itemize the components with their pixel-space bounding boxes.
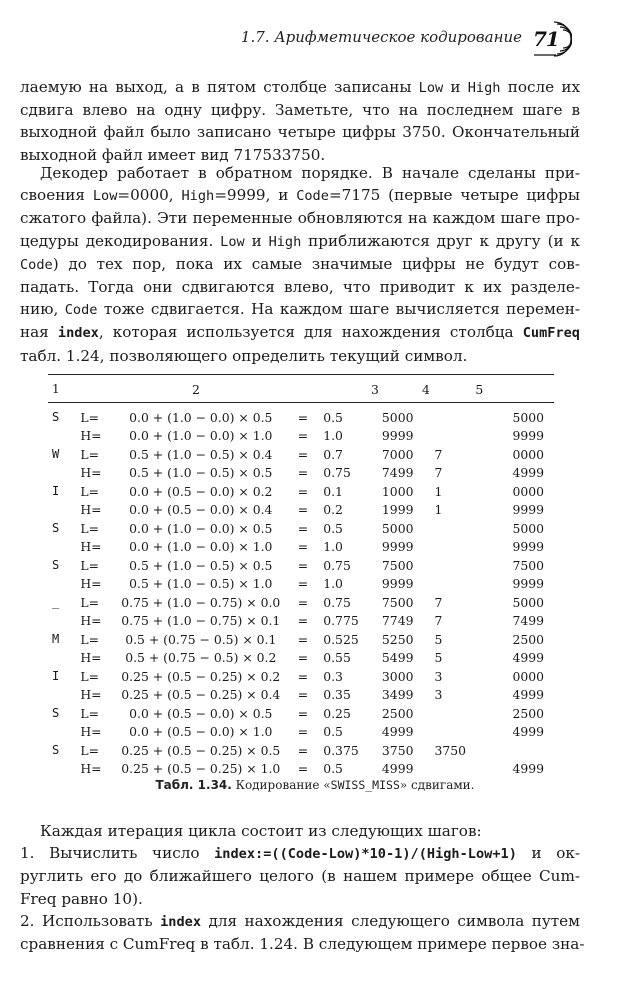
cell-eq: =	[297, 705, 309, 721]
cell-c4	[435, 556, 473, 575]
col-header-1: 1	[52, 382, 60, 396]
cell-sym	[48, 575, 80, 594]
cell-expr: 0.0 + (1.0 − 0.0) × 1.0	[129, 428, 273, 444]
cell-c4	[435, 575, 473, 594]
cell-c3: 9999	[381, 576, 414, 592]
cell-eq: =	[297, 687, 309, 703]
cell-c5: 5000	[512, 409, 544, 425]
cell-c3: 9999	[381, 539, 414, 555]
cell-lh: H=	[80, 761, 102, 777]
cell-expr: 0.25 + (0.5 − 0.25) × 0.4	[121, 687, 281, 703]
cell-lh: L=	[80, 409, 99, 425]
cell-c5: 4999	[512, 687, 544, 703]
table-row	[48, 649, 554, 668]
cell-c3: 5000	[381, 520, 414, 536]
cell-c4	[435, 427, 473, 446]
cell-c3: 9999	[381, 428, 414, 444]
cell-c4	[435, 519, 473, 538]
cell-lh: H=	[80, 428, 102, 444]
cell-c5: 9999	[512, 428, 544, 444]
table-row	[48, 630, 554, 649]
cell-lh: L=	[80, 557, 99, 573]
cell-expr: 0.25 + (0.5 − 0.25) × 1.0	[121, 761, 281, 777]
col-header-5: 5	[475, 381, 484, 397]
cell-sym: M	[52, 632, 60, 647]
cell-val: 0.7	[323, 446, 343, 462]
cell-lh: H=	[80, 576, 102, 592]
cell-expr: 0.75 + (1.0 − 0.75) × 0.0	[121, 594, 281, 610]
cell-val: 0.55	[323, 650, 351, 666]
cell-sym	[48, 538, 80, 557]
paragraph-1	[20, 76, 580, 166]
table-top-rule	[48, 374, 554, 375]
cell-eq: =	[297, 594, 309, 610]
paragraph-3	[20, 820, 585, 955]
cell-c4: 1	[434, 483, 443, 499]
text-line: 2. Использовать index для нахождения следующего символа путем	[20, 911, 580, 930]
cell-eq: =	[297, 428, 309, 444]
cell-eq: =	[297, 631, 309, 647]
cell-c3: 1999	[381, 502, 414, 518]
cell-val: 0.5	[323, 724, 343, 740]
text-line: ная index, которая используется для нахождения столбца CumFreq	[20, 323, 580, 342]
cell-sym: S	[52, 743, 60, 758]
cell-c5: 0000	[512, 668, 544, 684]
cell-expr: 0.75 + (1.0 − 0.75) × 0.1	[121, 613, 281, 629]
col-header-2: 2	[192, 381, 200, 397]
cell-sym	[48, 464, 80, 483]
text-line: сравнения с CumFreq в табл. 1.24. В следующем примере первое зна-	[20, 935, 585, 954]
cell-sym	[48, 686, 80, 705]
cell-lh: H=	[80, 724, 102, 740]
cell-eq: =	[297, 483, 309, 499]
running-head-title: 1.7. Арифметическое кодирование	[240, 28, 522, 46]
cell-lh: L=	[80, 446, 99, 462]
cell-eq: =	[297, 650, 309, 666]
cell-c5: 9999	[512, 539, 544, 555]
cell-lh: L=	[80, 705, 99, 721]
cell-val: 0.5	[323, 520, 343, 536]
cell-val: 0.525	[323, 631, 359, 647]
text-line: табл. 1.24, позволяющего определить текущий символ.	[20, 346, 468, 365]
cell-val: 0.35	[323, 687, 351, 703]
cell-eq: =	[297, 761, 309, 777]
cell-c5: 0000	[512, 446, 544, 462]
table-row	[48, 538, 554, 557]
cell-c4: 7	[434, 613, 443, 629]
cell-c3: 5250	[381, 631, 414, 647]
cell-c4	[435, 408, 473, 427]
cell-c4: 3	[434, 687, 443, 703]
cell-sym: I	[52, 484, 60, 499]
cell-expr: 0.25 + (0.5 − 0.25) × 0.2	[121, 668, 281, 684]
cell-lh: H=	[80, 687, 102, 703]
cell-expr: 0.0 + (1.0 − 0.0) × 1.0	[129, 539, 273, 555]
cell-c3: 7000	[381, 446, 414, 462]
cell-val: 1.0	[323, 576, 343, 592]
table-row	[48, 501, 554, 520]
cell-val: 0.375	[323, 742, 359, 758]
cell-expr: 0.0 + (1.0 − 0.0) × 0.5	[129, 520, 273, 536]
table-row	[48, 464, 554, 483]
table-caption: Табл. 1.34. Кодирование «SWISS_MISS» сдвигами.	[155, 778, 475, 792]
cell-sym	[48, 723, 80, 742]
cell-c5: 2500	[512, 631, 544, 647]
table-row	[48, 723, 554, 742]
cell-expr: 0.25 + (0.5 − 0.25) × 0.5	[121, 742, 281, 758]
cell-val: 0.75	[323, 594, 351, 610]
cell-val: 0.5	[323, 409, 343, 425]
cell-c4: 3750	[434, 742, 467, 758]
cell-sym	[48, 760, 80, 779]
cell-expr: 0.0 + (0.5 − 0.0) × 0.4	[129, 502, 273, 518]
cell-c5: 0000	[512, 483, 544, 499]
cell-lh: H=	[80, 465, 102, 481]
cell-lh: H=	[80, 613, 102, 629]
cell-sym: S	[52, 706, 60, 721]
cell-expr: 0.0 + (0.5 − 0.0) × 0.2	[129, 483, 273, 499]
cell-lh: L=	[80, 483, 99, 499]
cell-eq: =	[297, 520, 309, 536]
cell-lh: L=	[80, 594, 99, 610]
text-line: выходной файл имеет вид 717533750.	[20, 145, 326, 164]
cell-c4: 5	[434, 650, 443, 666]
cell-lh: L=	[80, 742, 99, 758]
cell-c3: 7749	[381, 613, 414, 629]
cell-sym	[48, 427, 80, 446]
caption-label: Табл. 1.34.	[155, 778, 232, 792]
cell-val: 0.5	[323, 761, 343, 777]
text-line: лаемую на выход, а в пятом столбце записаны Low и High после их	[20, 78, 581, 96]
cell-c5: 9999	[512, 502, 544, 518]
table-row	[48, 408, 554, 427]
cell-expr: 0.5 + (1.0 − 0.5) × 1.0	[129, 576, 273, 592]
cell-c3: 3000	[381, 668, 414, 684]
cell-c5: 7499	[512, 613, 544, 629]
cell-sym: S	[52, 521, 60, 536]
cell-c3: 5000	[381, 409, 414, 425]
paragraph-2	[20, 162, 580, 367]
cell-sym: W	[52, 447, 60, 462]
cell-eq: =	[297, 502, 309, 518]
cell-val: 0.1	[323, 483, 343, 499]
cell-val: 0.75	[323, 465, 351, 481]
cell-eq: =	[297, 668, 309, 684]
cell-c3: 7499	[381, 465, 414, 481]
table-row	[48, 482, 554, 501]
cell-eq: =	[297, 409, 309, 425]
text-line: падать. Тогда они сдвигаются влево, что приводит к их разделе-	[20, 278, 580, 297]
cell-expr: 0.5 + (1.0 − 0.5) × 0.5	[129, 465, 273, 481]
page-number-badge	[530, 18, 572, 60]
text-line: своения Low=0000, High=9999, и Code=7175 (первые четыре цифры	[20, 186, 580, 205]
table-header	[48, 378, 554, 400]
cell-c5: 9999	[512, 576, 544, 592]
cell-val: 0.775	[323, 613, 359, 629]
cell-val: 0.25	[323, 705, 351, 721]
table-row	[48, 704, 554, 723]
cell-sym	[48, 649, 80, 668]
table-body	[48, 408, 554, 778]
cell-expr: 0.0 + (0.5 − 0.0) × 1.0	[129, 724, 273, 740]
cell-eq: =	[297, 724, 309, 740]
cell-c5: 5000	[512, 520, 544, 536]
cell-sym: S	[52, 558, 60, 573]
cell-sym: S	[52, 410, 60, 425]
text-line: 1. Вычислить число index:=((Code-Low)*10-1)/(High-Low+1) и ок-	[20, 844, 580, 863]
text-line: руглить его до ближайшего целого (в нашем примере общее Cum-	[20, 867, 580, 886]
cell-c4: 7	[434, 594, 443, 610]
cell-c5: 5000	[512, 594, 544, 610]
cell-c4: 5	[434, 631, 443, 647]
cell-c3: 7500	[381, 594, 414, 610]
text-line: цедуры декодирования. Low и High приближаются друг к другу (и к	[20, 231, 580, 250]
cell-c4	[435, 538, 473, 557]
cell-c5: 7500	[512, 557, 544, 573]
cell-sym	[48, 501, 80, 520]
cell-expr: 0.5 + (1.0 − 0.5) × 0.4	[129, 446, 273, 462]
cell-lh: H=	[80, 650, 102, 666]
cell-c3: 2500	[381, 705, 414, 721]
cell-val: 1.0	[323, 539, 343, 555]
table-row	[48, 575, 554, 594]
cell-c4: 7	[434, 465, 443, 481]
table-row	[48, 686, 554, 705]
cell-c4: 7	[434, 446, 443, 462]
cell-expr: 0.5 + (0.75 − 0.5) × 0.1	[125, 631, 277, 647]
cell-val: 0.75	[323, 557, 351, 573]
cell-c3: 3499	[381, 687, 414, 703]
cell-c3: 3750	[381, 742, 414, 758]
cell-c5: 2500	[512, 705, 544, 721]
cell-val: 1.0	[323, 428, 343, 444]
cell-c4	[435, 704, 473, 723]
cell-lh: L=	[80, 520, 99, 536]
cell-c5: 4999	[512, 650, 544, 666]
col-header-4: 4	[422, 381, 430, 397]
cell-c5: 4999	[512, 465, 544, 481]
text-line: Каждая итерация цикла состоит из следующих шагов:	[40, 822, 482, 840]
cell-c5: 4999	[512, 724, 544, 740]
text-line: Декодер работает в обратном порядке. В начале сделаны при-	[40, 164, 580, 182]
cell-c3: 5499	[381, 650, 414, 666]
cell-expr: 0.5 + (0.75 − 0.5) × 0.2	[125, 650, 277, 666]
cell-eq: =	[297, 539, 309, 555]
text-line: Code) до тех пор, пока их самые значимые цифры не будут сов-	[20, 254, 580, 273]
table-row	[48, 427, 554, 446]
cell-c5	[473, 741, 554, 760]
cell-expr: 0.0 + (0.5 − 0.0) × 0.5	[129, 705, 273, 721]
cell-lh: H=	[80, 502, 102, 518]
cell-c3: 4999	[381, 724, 414, 740]
table-row	[48, 556, 554, 575]
cell-c4: 3	[434, 668, 443, 684]
cell-sym: I	[52, 669, 60, 684]
page-number: 71	[533, 27, 559, 51]
table-row	[48, 741, 554, 760]
cell-c5: 4999	[512, 761, 544, 777]
text-line: Freq равно 10).	[20, 889, 143, 908]
table-row	[48, 760, 554, 779]
cell-eq: =	[297, 576, 309, 592]
cell-val: 0.3	[323, 668, 343, 684]
text-line: сжатого файла). Эти переменные обновляются на каждом шаге про-	[20, 209, 580, 228]
cell-eq: =	[297, 557, 309, 573]
cell-c4	[435, 760, 473, 779]
cell-eq: =	[297, 446, 309, 462]
cell-c3: 4999	[381, 761, 414, 777]
table-row	[48, 612, 554, 631]
text-line: сдвига влево на одну цифру. Заметьте, что на последнем шаге в	[20, 101, 580, 120]
text-line: нию, Code тоже сдвигается. На каждом шаге вычисляется перемен-	[20, 300, 581, 319]
table-row	[48, 445, 554, 464]
cell-c4	[435, 723, 473, 742]
table-header-rule	[48, 402, 554, 403]
cell-val: 0.2	[323, 502, 343, 518]
cell-eq: =	[297, 742, 309, 758]
cell-eq: =	[297, 613, 309, 629]
cell-c3: 7500	[381, 557, 414, 573]
cell-eq: =	[297, 465, 309, 481]
cell-expr: 0.0 + (1.0 − 0.0) × 0.5	[129, 409, 273, 425]
cell-sym	[48, 612, 80, 631]
text-line: выходной файл было записано четыре цифры 3750. Окончательный	[20, 123, 580, 142]
cell-expr: 0.5 + (1.0 − 0.5) × 0.5	[129, 557, 273, 573]
table-row	[48, 667, 554, 686]
cell-lh: L=	[80, 668, 99, 684]
cell-c4: 1	[434, 502, 443, 518]
table-row	[48, 519, 554, 538]
table-row	[48, 593, 554, 612]
cell-lh: L=	[80, 631, 99, 647]
cell-sym: _	[52, 595, 60, 610]
cell-lh: H=	[80, 539, 102, 555]
col-header-3: 3	[371, 381, 379, 397]
cell-c3: 1000	[381, 483, 414, 499]
